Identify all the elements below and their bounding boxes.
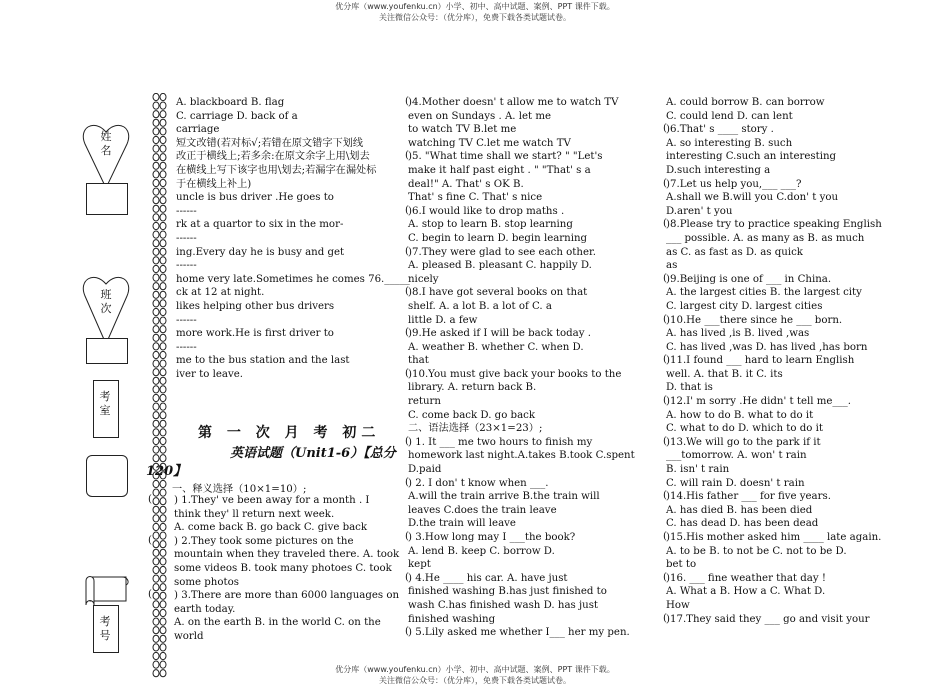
chain-ring	[153, 93, 159, 100]
scroll-icon	[84, 573, 132, 607]
chain-ring	[153, 420, 159, 427]
footer-line-1: 优分库（www.youfenku.cn）小学、初中、高中试题、案例、PPT 课件下载。	[335, 665, 615, 674]
column-1-upper	[176, 96, 410, 381]
chain-ring	[160, 592, 166, 599]
chain-ring	[153, 429, 159, 436]
text-line: A. stop to learn B. stop learning	[408, 219, 573, 231]
chain-ring	[153, 248, 159, 255]
text-line: )13.We will go to the park if it	[666, 436, 821, 448]
text-line: as C. as fast as D. as quick	[666, 246, 803, 258]
text-line: )8.I have got several books on that	[408, 287, 588, 299]
chain-ring	[160, 343, 166, 350]
text-line: deal!" A. That' s OK B.	[408, 178, 524, 190]
chain-ring	[153, 119, 159, 126]
chain-ring	[153, 265, 159, 272]
text-line: B. isn' t rain	[666, 464, 730, 476]
text-line: A.shall we B.will you C.don' t you	[666, 192, 839, 204]
chain-ring	[160, 283, 166, 290]
text-line: )5. "What time shall we start? " "Let's	[408, 151, 603, 163]
chain-ring	[153, 283, 159, 290]
chain-ring	[153, 317, 159, 324]
chain-ring	[160, 652, 166, 659]
text-line: A. to be B. to not be C. not to be D.	[666, 545, 847, 557]
chain-ring	[153, 592, 159, 599]
chain-ring	[153, 566, 159, 573]
text-line: C. begin to learn D. begin learning	[408, 232, 588, 244]
text-line: ) 2. I don' t know when ___.	[408, 477, 549, 489]
text-line: ___ possible. A. as many as B. as much	[666, 232, 865, 244]
room-label: 考室	[99, 390, 111, 417]
chain-ring	[160, 222, 166, 229]
chain-ring	[153, 300, 159, 307]
number-label: 考号	[99, 615, 111, 642]
chain-ring	[160, 102, 166, 109]
text-line: A. lend B. keep C. borrow D.	[408, 545, 555, 557]
text-line: 在横线上写下该字也用\划去;若漏字在漏处标	[176, 164, 377, 176]
text-line: wash C.has finished wash D. has just	[408, 599, 599, 611]
text-line: A. come back B. go back C. give back	[174, 522, 368, 534]
chain-ring	[153, 369, 159, 376]
text-line: ) 3.How long may I ___the book?	[408, 532, 576, 543]
text-line: D.aren' t you	[666, 205, 733, 217]
chain-ring	[160, 523, 166, 530]
text-line: likes helping other bus drivers	[176, 300, 335, 312]
chain-ring	[160, 446, 166, 453]
text-line: )6.That' s ____ story .	[666, 124, 774, 136]
chain-ring	[160, 197, 166, 204]
answer-bracket[interactable]: (	[405, 205, 409, 216]
chain-ring	[160, 119, 166, 126]
chain-ring	[153, 386, 159, 393]
chain-ring	[153, 558, 159, 565]
answer-bracket[interactable]: (	[663, 218, 667, 229]
chain-ring	[153, 145, 159, 152]
chain-ring	[153, 231, 159, 238]
text-line: )7.Let us help you,___ ___?	[666, 178, 802, 190]
chain-ring	[153, 652, 159, 659]
text-line: mountain when they traveled there. A. took	[174, 549, 400, 561]
text-line: return	[408, 396, 441, 408]
chain-ring	[153, 575, 159, 582]
chain-ring	[153, 291, 159, 298]
answer-bracket[interactable]: (	[663, 531, 667, 542]
chain-ring	[153, 627, 159, 634]
text-line: D. that is	[666, 382, 713, 394]
chain-ring	[160, 498, 166, 505]
chain-ring	[160, 308, 166, 315]
chain-ring	[153, 489, 159, 496]
text-line: ------	[176, 205, 197, 217]
answer-bracket[interactable]: (	[148, 589, 152, 600]
text-line: finished washing B.has just finished to	[408, 586, 607, 598]
text-line: ) 1. It ___ me two hours to finish my	[408, 436, 593, 448]
text-line: A. weather B. whether C. when D.	[408, 341, 584, 353]
text-line: C. carriage D. back of a	[176, 110, 298, 122]
chain-ring	[160, 489, 166, 496]
chain-ring	[160, 601, 166, 608]
chain-ring	[153, 257, 159, 264]
chain-ring	[160, 214, 166, 221]
text-line: A. so interesting B. such	[666, 137, 793, 149]
answer-bracket[interactable]: (	[405, 531, 409, 542]
text-line: )11.I found ___ hard to learn English	[666, 355, 855, 367]
answer-bracket[interactable]: (	[405, 246, 409, 257]
chain-ring	[160, 635, 166, 642]
text-line: iver to leave.	[176, 368, 243, 380]
chain-ring	[160, 558, 166, 565]
text-line: D.such interesting a	[666, 164, 771, 176]
text-line: some photos	[174, 576, 239, 588]
text-line: C. has dead D. has been dead	[666, 518, 819, 530]
text-line: rk at a quartor to six in the mor-	[176, 219, 344, 231]
text-line: ) 1.They' ve been away for a month . I	[174, 495, 370, 506]
text-line: ing.Every day he is busy and get	[176, 246, 345, 258]
answer-bracket[interactable]: (	[663, 123, 667, 134]
answer-bracket[interactable]: (	[405, 572, 409, 583]
text-line: How	[666, 599, 690, 611]
text-line: little D. a few	[408, 314, 478, 326]
chain-ring	[153, 326, 159, 333]
text-line: shelf. A. a lot B. a lot of C. a	[408, 300, 552, 312]
footer-line-2: 关注微信公众号：（优分库），免费下载各类试题试卷。	[379, 676, 571, 685]
text-line: make it half past eight . " "That' s a	[408, 164, 591, 176]
exam-title: 第 一 次 月 考 初二	[198, 425, 381, 441]
text-line: ) 3.There are more than 6000 languages on	[174, 590, 400, 602]
text-line: A. pleased B. pleasant C. happily D.	[408, 260, 592, 272]
chain-ring	[153, 360, 159, 367]
text-line: ) 5.Lily asked me whether I___ her my pen.	[408, 627, 630, 639]
text-line: C. could lend D. can lent	[666, 110, 793, 122]
text-line: kept	[408, 559, 431, 571]
chain-ring	[160, 248, 166, 255]
chain-ring	[160, 265, 166, 272]
text-line: A. the largest cities B. the largest city	[666, 287, 862, 299]
text-line: C. come back D. go back	[408, 409, 536, 421]
chain-ring	[153, 343, 159, 350]
text-line: )14.His father ___ for five years.	[666, 491, 831, 503]
text-line: )17.They said they ___ go and visit your	[666, 613, 870, 625]
answer-bracket[interactable]: (	[405, 96, 409, 107]
answer-bracket[interactable]: (	[405, 477, 409, 488]
chain-ring	[160, 480, 166, 487]
chain-ring	[153, 541, 159, 548]
chain-ring	[153, 274, 159, 281]
chain-ring	[160, 584, 166, 591]
text-line: to watch TV B.let me	[408, 124, 517, 136]
text-line: world	[174, 630, 204, 642]
text-line: 短文改错(若对标√;若错在原文错字下划线	[176, 137, 364, 149]
chain-ring	[153, 635, 159, 642]
chain-ring	[153, 403, 159, 410]
text-line: earth today.	[174, 603, 236, 615]
section-1-heading: 一、释义选择（10×1=10）;	[172, 484, 307, 495]
chain-ring	[160, 240, 166, 247]
text-line: A. What a B. How a C. What D.	[666, 586, 826, 598]
text-line: )15.His mother asked him ____ late again.	[666, 532, 882, 543]
answer-bracket[interactable]: (	[663, 273, 667, 284]
answer-bracket[interactable]: (	[663, 314, 667, 325]
text-line: interesting C.such an interesting	[666, 151, 837, 163]
text-line: C. will rain D. doesn' t rain	[666, 477, 805, 489]
chain-ring	[160, 618, 166, 625]
text-line: D.paid	[408, 464, 442, 476]
chain-ring	[160, 609, 166, 616]
text-line: A. could borrow B. can borrow	[666, 97, 825, 108]
chain-ring	[153, 412, 159, 419]
answer-bracket[interactable]: (	[663, 395, 667, 406]
chain-ring	[160, 334, 166, 341]
answer-bracket[interactable]: (	[663, 354, 667, 365]
answer-bracket[interactable]: (	[148, 535, 152, 546]
chain-ring	[153, 377, 159, 384]
text-line: C. what to do D. which to do it	[666, 423, 823, 435]
chain-ring	[160, 386, 166, 393]
chain-ring	[153, 162, 159, 169]
column-1-lower	[174, 494, 399, 644]
text-line: )12.I' m sorry .He didn' t tell me___.	[666, 396, 851, 408]
chain-ring	[160, 506, 166, 513]
chain-ring	[153, 394, 159, 401]
text-line: carriage	[176, 124, 220, 136]
chain-ring	[160, 188, 166, 195]
chain-ring	[160, 412, 166, 419]
class-label: 班次	[100, 288, 112, 315]
text-line: A. has lived ,is B. lived ,was	[666, 328, 810, 340]
answer-bracket[interactable]: (	[405, 327, 409, 338]
chain-ring	[160, 326, 166, 333]
text-line: )9.Beijing is one of ___ in China.	[666, 273, 832, 285]
text-line: A. on the earth B. in the world C. on the	[174, 617, 381, 629]
chain-ring	[160, 403, 166, 410]
chain-ring	[160, 291, 166, 298]
chain-ring	[153, 214, 159, 221]
answer-bracket[interactable]: (	[405, 150, 409, 161]
chain-ring	[160, 541, 166, 548]
chain-ring	[153, 128, 159, 135]
answer-bracket[interactable]: (	[663, 178, 667, 189]
class-input-box[interactable]	[86, 338, 128, 364]
text-line: more work.He is first driver to	[176, 328, 334, 340]
chain-ring	[153, 351, 159, 358]
text-line: 改正于横线上;若多余:在原文余字上用\划去	[176, 151, 370, 163]
chain-ring	[153, 197, 159, 204]
text-line: )4.Mother doesn' t allow me to watch TV	[408, 97, 619, 108]
chain-ring	[160, 394, 166, 401]
text-line: )10.You must give back your books to the	[408, 368, 622, 380]
chain-ring	[160, 274, 166, 281]
text-line: )8.Please try to practice speaking English	[666, 219, 882, 231]
chain-ring	[160, 644, 166, 651]
binding-chain-icon	[152, 93, 168, 683]
text-line: uncle is bus driver .He goes to	[176, 192, 334, 204]
chain-ring	[160, 93, 166, 100]
chain-ring	[160, 145, 166, 152]
chain-ring	[160, 179, 166, 186]
chain-ring	[153, 532, 159, 539]
answer-bracket[interactable]: (	[148, 494, 152, 505]
chain-ring	[153, 240, 159, 247]
chain-ring	[160, 171, 166, 178]
column-2	[408, 96, 635, 640]
chain-ring	[160, 154, 166, 161]
answer-bracket[interactable]: (	[663, 572, 667, 583]
chain-ring	[160, 377, 166, 384]
chain-ring	[160, 515, 166, 522]
chain-ring	[153, 308, 159, 315]
chain-ring	[153, 523, 159, 530]
name-label: 姓名	[100, 130, 112, 157]
chain-ring	[153, 584, 159, 591]
text-line: that	[408, 355, 429, 367]
chain-ring	[160, 111, 166, 118]
text-line: leaves C.does the train leave	[408, 504, 557, 516]
text-line: home very late.Sometimes he comes 76._____	[176, 273, 410, 285]
answer-bracket[interactable]: (	[663, 613, 667, 624]
answer-bracket[interactable]: (	[405, 286, 409, 297]
name-input-box[interactable]	[86, 183, 128, 215]
chain-ring	[153, 188, 159, 195]
chain-ring	[160, 205, 166, 212]
answer-bracket[interactable]: (	[663, 436, 667, 447]
text-line: me to the bus station and the last	[176, 355, 350, 367]
text-line: ------	[176, 232, 197, 244]
answer-bracket[interactable]: (	[663, 490, 667, 501]
chain-ring	[153, 171, 159, 178]
text-line: )7.They were glad to see each other.	[408, 246, 596, 258]
text-line: C. largest city D. largest cities	[666, 300, 823, 312]
text-line: even on Sundays . A. let me	[408, 110, 552, 122]
text-line: ck at 12 at night.	[176, 287, 265, 299]
text-line: D.the train will leave	[408, 518, 516, 530]
text-line: )9.He asked if I will be back today .	[408, 328, 591, 340]
chain-ring	[153, 154, 159, 161]
chain-ring	[153, 334, 159, 341]
chain-ring	[153, 205, 159, 212]
room-input-box[interactable]	[86, 455, 128, 497]
chain-ring	[160, 300, 166, 307]
chain-ring	[153, 515, 159, 522]
header-line-1: 优分库（www.youfenku.cn）小学、初中、高中试题、案例、PPT 课件下载。	[335, 2, 615, 11]
header-line-2: 关注微信公众号：（优分库），免费下载各类试题试卷。	[379, 13, 571, 22]
chain-ring	[160, 231, 166, 238]
text-line: finished washing	[408, 613, 496, 625]
text-line: ___tomorrow. A. won' t rain	[666, 450, 807, 462]
chain-ring	[153, 102, 159, 109]
text-line: watching TV C.let me watch TV	[408, 137, 571, 149]
text-line: ) 4.He ____ his car. A. have just	[408, 572, 568, 584]
exam-total-score: 120】	[146, 464, 187, 479]
text-line: homework last night.A.takes B.took C.spent	[408, 450, 635, 462]
chain-ring	[160, 627, 166, 634]
chain-ring	[153, 644, 159, 651]
text-line: C. has lived ,was D. has lived ,has born	[666, 341, 868, 353]
text-line: A. blackboard B. flag	[176, 97, 285, 108]
chain-ring	[160, 128, 166, 135]
chain-ring	[160, 360, 166, 367]
chain-ring	[153, 549, 159, 556]
chain-ring	[160, 162, 166, 169]
chain-ring	[160, 351, 166, 358]
text-line: well. A. that B. it C. its	[666, 368, 783, 380]
chain-ring	[153, 601, 159, 608]
chain-ring	[153, 179, 159, 186]
chain-ring	[160, 566, 166, 573]
text-line: )16. ___ fine weather that day !	[666, 572, 826, 584]
chain-ring	[160, 429, 166, 436]
chain-ring	[160, 317, 166, 324]
chain-ring	[160, 549, 166, 556]
chain-ring	[153, 222, 159, 229]
chain-ring	[153, 437, 159, 444]
text-line: That' s fine C. That' s nice	[408, 192, 543, 204]
text-line: bet to	[666, 559, 697, 571]
text-line: nicely	[408, 273, 439, 285]
text-line: ------	[176, 314, 197, 326]
text-line: )10.He ___there since he ___ born.	[666, 314, 843, 326]
column-3	[666, 96, 882, 626]
chain-ring	[160, 257, 166, 264]
exam-subtitle: 英语试题（Unit1-6）【总分	[230, 446, 396, 461]
text-line: 于在横线上补上)	[176, 178, 252, 190]
text-line: ------	[176, 341, 197, 353]
text-line: ------	[176, 260, 197, 272]
answer-bracket[interactable]: (	[405, 436, 409, 447]
chain-ring	[160, 437, 166, 444]
chain-ring	[160, 136, 166, 143]
chain-ring	[153, 446, 159, 453]
chain-ring	[153, 609, 159, 616]
chain-ring	[153, 618, 159, 625]
chain-ring	[153, 111, 159, 118]
chain-ring	[153, 506, 159, 513]
chain-ring	[160, 369, 166, 376]
text-line: think they' ll return next week.	[174, 508, 335, 520]
text-line: A. how to do B. what to do it	[666, 409, 814, 421]
chain-ring	[160, 532, 166, 539]
text-line: as	[666, 260, 678, 272]
text-line: A.will the train arrive B.the train will	[408, 491, 600, 503]
answer-bracket[interactable]: (	[405, 626, 409, 637]
text-line: )6.I would like to drop maths .	[408, 205, 565, 217]
chain-ring	[153, 480, 159, 487]
chain-ring	[160, 575, 166, 582]
chain-ring	[160, 420, 166, 427]
text-line: ) 2.They took some pictures on the	[174, 535, 354, 547]
chain-ring	[153, 498, 159, 505]
text-line: 二、语法选择（23×1=23）;	[408, 423, 543, 435]
chain-ring	[153, 136, 159, 143]
text-line: some videos B. took many photoes C. took	[174, 562, 392, 574]
text-line: A. has died B. has been died	[666, 504, 813, 516]
text-line: library. A. return back B.	[408, 382, 537, 394]
answer-bracket[interactable]: (	[405, 368, 409, 379]
